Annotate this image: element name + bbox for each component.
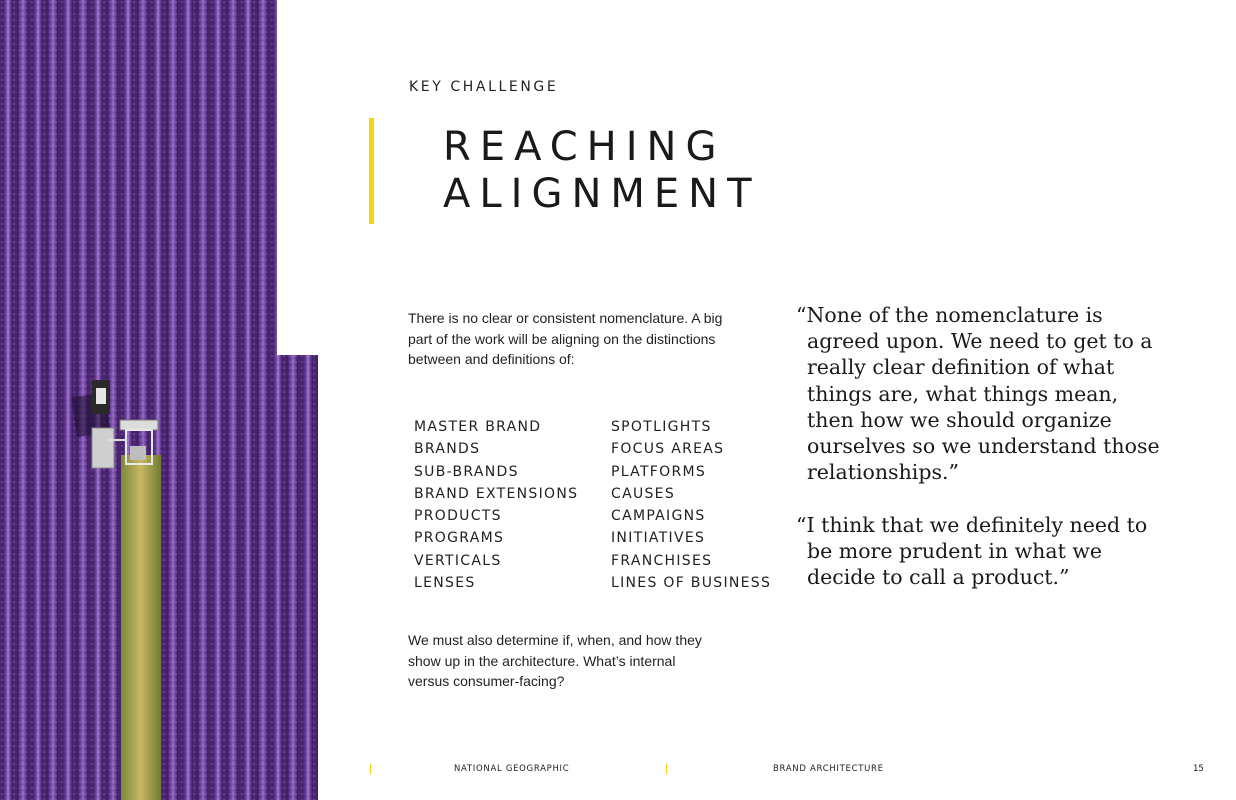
term-item: PROGRAMS <box>414 530 505 547</box>
page-number: 15 <box>1193 764 1204 774</box>
term-item: LINES OF BUSINESS <box>611 575 772 592</box>
pull-quote-1: “None of the nomenclature is agreed upon. We need to get to a really clear definition of what things are, what things mean, then how we should organize ourselves so we understand those relationships.” <box>796 303 1160 485</box>
term-item: BRANDS <box>414 441 481 458</box>
page-title <box>443 124 761 218</box>
term-item: MASTER BRAND <box>414 419 542 435</box>
section-eyebrow: KEY CHALLENGE <box>409 79 559 95</box>
harvested-strip <box>121 455 161 800</box>
title-line-1: REACHING <box>443 124 726 170</box>
outro-paragraph: We must also determine if, when, and how they show up in the architecture. What’s internal versus consumer-facing? <box>408 632 702 689</box>
term-item: BRAND EXTENSIONS <box>414 485 579 502</box>
term-item: CAMPAIGNS <box>611 508 706 525</box>
term-item: FRANCHISES <box>611 552 713 569</box>
lavender-field-photo <box>0 0 318 800</box>
terms-list-left <box>414 416 578 594</box>
term-item: CAUSES <box>611 485 676 502</box>
term-item: SPOTLIGHTS <box>611 419 712 435</box>
term-item: LENSES <box>414 575 476 592</box>
footer-divider-tick <box>370 764 371 774</box>
term-item: PLATFORMS <box>611 463 707 480</box>
footer-divider-tick <box>666 764 667 774</box>
term-item: SUB-BRANDS <box>414 463 519 480</box>
pull-quote-2: “I think that we definitely need to be more prudent in what we decide to call a product.” <box>796 513 1148 590</box>
intro-paragraph: There is no clear or consistent nomenclature. A big part of the work will be aligning on the distinctions between and definitions of: <box>408 310 723 367</box>
footer-brand: NATIONAL GEOGRAPHIC <box>454 764 570 774</box>
term-item: PRODUCTS <box>414 508 502 525</box>
term-item: FOCUS AREAS <box>611 441 725 458</box>
title-accent-bar <box>369 118 374 224</box>
terms-list-right <box>611 416 771 594</box>
photo-field-group <box>0 0 318 800</box>
title-line-2: ALIGNMENT <box>443 171 761 217</box>
term-item: VERTICALS <box>414 552 502 569</box>
term-item: INITIATIVES <box>611 530 706 547</box>
footer-section: BRAND ARCHITECTURE <box>773 764 884 774</box>
